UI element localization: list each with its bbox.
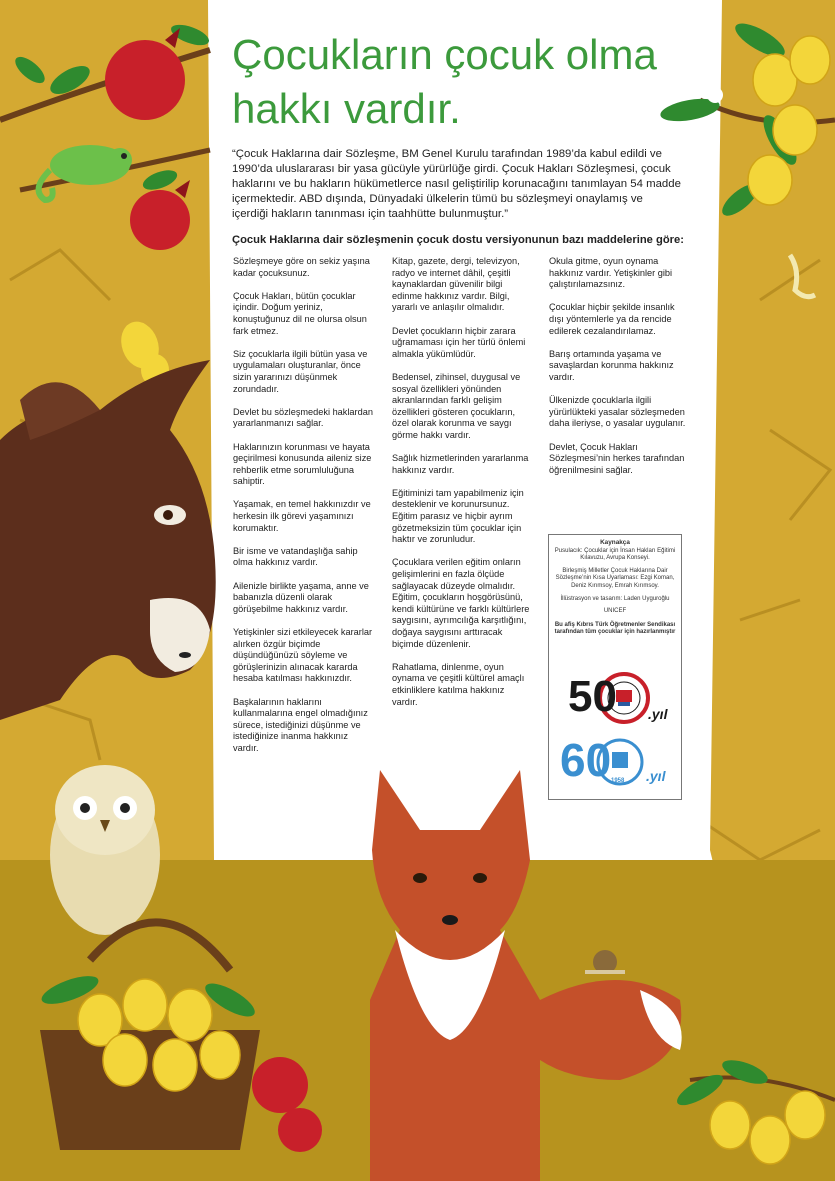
logo-60-suffix: .yıl	[646, 768, 666, 784]
page-title-line-1: Çocukların çocuk olma	[232, 31, 657, 78]
references-heading: Kaynakça	[600, 539, 630, 546]
article-item: Bedensel, zihinsel, duygusal ve sosyal özellikleri yönünden akranlarından farklı gelişim özellikleri gösteren çocukların, özel olarak korunma ve saygı görme hakkı vardır.	[392, 371, 521, 440]
logo-50-year	[566, 668, 676, 730]
article-item: Çocuk Hakları, bütün çocuklar içindir. Doğum yeriniz, konuştuğunuz dil ne olursa olsun fark etmez.	[233, 290, 367, 336]
articles-column-2	[392, 256, 532, 720]
poster-credit: Bu afiş Kıbrıs Türk Öğretmenler Sendikası tarafından tüm çocuklar için hazırlanmıştır	[554, 621, 676, 636]
owl-icon	[50, 765, 160, 935]
lemon-icon	[748, 155, 792, 205]
reference-item: İllüstrasyon ve tasarım: Laden Uyguroğlu	[560, 595, 670, 602]
article-item: Yaşamak, en temel hakkınızdır ve herkesin ilk görevi yaşamınızı korumaktır.	[233, 499, 371, 533]
logo-50-suffix: .yıl	[648, 706, 668, 722]
logo-50-number: 50	[568, 672, 617, 721]
logo-60-year-label: 1958	[611, 778, 625, 784]
article-item: Sözleşmeye göre on sekiz yaşına kadar çocuksunuz.	[233, 256, 370, 278]
article-item: Devlet, Çocuk Hakları Sözleşmesi’nin herkes tarafından öğrenilmesini sağlar.	[549, 441, 685, 475]
pomegranate-icon	[252, 1057, 308, 1113]
article-item: Kitap, gazete, dergi, televizyon, radyo ve internet dâhil, çeşitli kaynaklardan güvenilir bilgi edinme hakkınız vardır. Bilgi, yararlı ve anlaşılır olmalıdır.	[392, 256, 520, 313]
reference-item: Birleşmiş Milletler Çocuk Haklarına Dair Sözleşme’nin Kısa Uyarlaması: Ezgi Koman, Deniz Kırımsoy, Emrah Kırımsoy.	[555, 567, 675, 589]
article-item: Bir isme ve vatandaşlığa sahip olma hakkınız vardır.	[233, 545, 358, 568]
reference-item: Pusulacık: Çocuklar için İnsan Hakları Eğitimi Kılavuzu, Avrupa Konseyi.	[554, 547, 676, 562]
article-item: Haklarınızın korunması ve hayata geçirilmesi konusunda aileniz size rehberlik etme sorumluluğuna sahiptir.	[233, 441, 372, 487]
reference-item: UNICEF	[603, 608, 627, 615]
article-item: Ülkenizde çocuklarla ilgili yürürlükteki yasalar sözleşmeden daha ileriyse, o yasalar uygulanır.	[549, 395, 686, 429]
article-item: Eğitiminizi tam yapabilmeniz için desteklenir ve korunursunuz. Eğitim parasız ve hiçbir ayrım gözetmeksizin tüm çocuklar için haktır ve zorunludur.	[392, 487, 524, 545]
article-item: Ailenizle birlikte yaşama, anne ve babanızla düzenli olarak görüşebilme hakkınız vardır.	[233, 580, 369, 614]
lemon-icon	[773, 105, 817, 155]
article-item: Barış ortamında yaşama ve savaşlardan korunma hakkınız vardır.	[549, 348, 674, 382]
articles-column-1	[233, 256, 373, 766]
pomegranate-icon	[278, 1108, 322, 1152]
intro-paragraph: “Çocuk Haklarına dair Sözleşme, BM Genel Kurulu tarafından 1989’da kabul edildi ve 1990’da uluslararası bir yasa gücüyle yürürlüğe girdi. Çocuk Hakları Sözleşmesi, çocuk haklarını ve bu hakların hükümetlerce nasıl geliştirilip korunacağını tanımlayan 54 madde içermektedir. ABD dışında, Dünyadaki ülkelerin tümü bu sözleşmeyi onaylamış ve içerdiği hakların tanınması için taahhütte bulunmuştur.”	[232, 148, 681, 220]
article-item: Rahatlama, dinlenme, oyun oynama ve çeşitli kültürel amaçlı etkinliklere katılma hakkınız vardır.	[392, 661, 525, 707]
page-title	[232, 28, 712, 136]
articles-column-3	[549, 256, 689, 488]
article-item: Devlet bu sözleşmedeki haklardan yararlanmanızı sağlar.	[233, 406, 373, 429]
article-item: Okula gitme, oyun oynama hakkınız vardır. Yetişkinler gibi çalıştırılamazsınız.	[549, 256, 673, 290]
page-title-line-2: hakkı vardır.	[232, 85, 461, 132]
article-item: Çocuklar hiçbir şekilde insanlık dışı yöntemlerle ya da rencide edilerek cezalandırılamaz.	[549, 302, 675, 336]
lemon-icon	[790, 36, 830, 84]
article-item: Siz çocuklarla ilgili bütün yasa ve uygulamaları oluşturanlar, önce sizin yararınızı düşünmek zorundadır.	[233, 348, 368, 394]
article-item: Başkalarının haklarını kullanmalarına engel olmadığınız sürece, istediğinizi düşünme ve istediğinize inanma hakkınız vardır.	[233, 696, 368, 753]
logo-60-year	[560, 732, 675, 796]
article-item: Çocuklara verilen eğitim onların gelişimlerini en fazla ölçüde sağlayacak düzeyde olmalıdır. Eğitim, çocukların hoşgörüsünü, kendi kültürüne ve farklı kültürlere saygısını, ayrımcılığa karşıtlığını, doğaya saygısını arttıracak biçimde düzenlenir.	[392, 557, 530, 649]
articles-subheading: Çocuk Haklarına dair sözleşmenin çocuk dostu versiyonunun bazı maddelerine göre:	[232, 234, 684, 246]
article-item: Sağlık hizmetlerinden yararlanma hakkınız vardır.	[392, 453, 529, 475]
article-item: Devlet çocukların hiçbir zarara uğramaması için her türlü önlemi almakla yükümlüdür.	[392, 325, 526, 359]
logo-60-number: 60	[560, 734, 612, 786]
article-item: Yetişkinler sizi etkileyecek kararlar alırken özgür biçimde düşündüğünüzü söyleme ve görüşlerinizin alınacak kararda hesaba katılması hakkınızdır.	[233, 627, 373, 684]
